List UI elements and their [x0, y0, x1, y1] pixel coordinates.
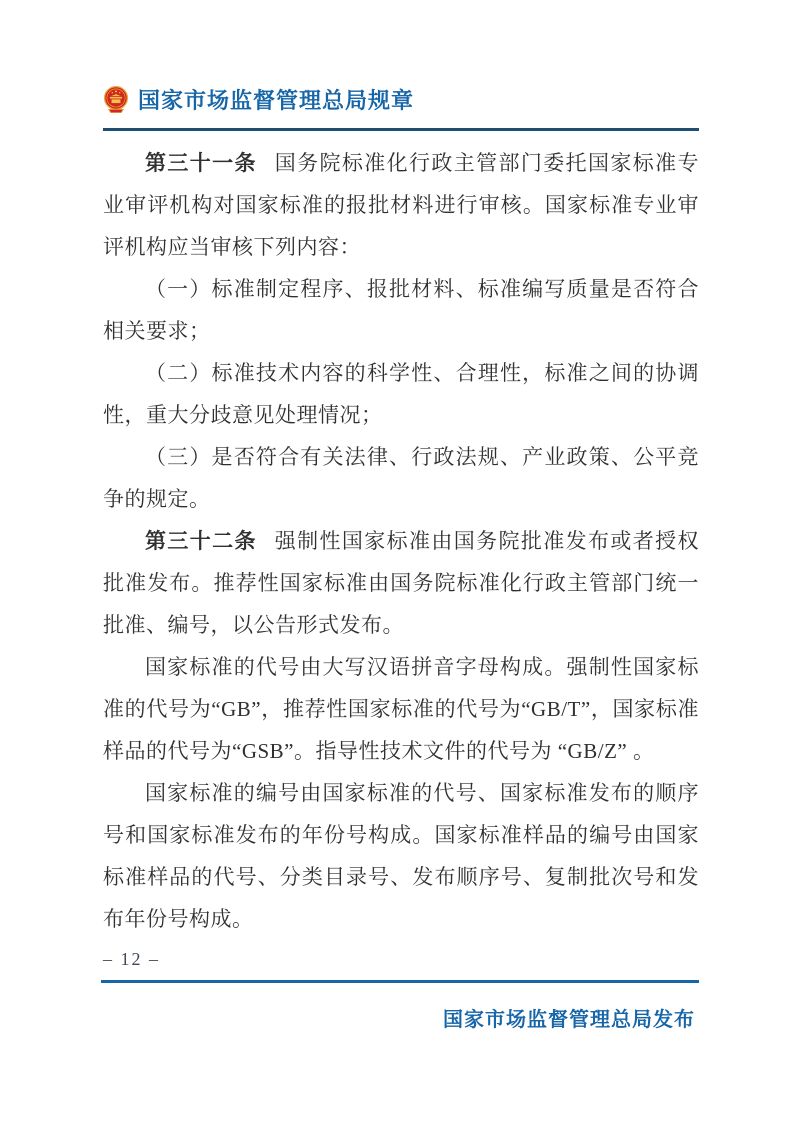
paragraph-text: 国务院标准化行政主管部门委托国家标准专业审评机构对国家标准的报批材料进行审核。国家标准专业审评机构应当审核下列内容：	[103, 151, 700, 259]
paragraph-codes	[103, 646, 699, 772]
paragraph-text: （二）标准技术内容的科学性、合理性，标准之间的协调性，重大分歧意见处理情况；	[103, 361, 699, 427]
paragraph-text: 国家标准的编号由国家标准的代号、国家标准发布的顺序号和国家标准发布的年份号构成。国家标准样品的编号由国家标准样品的代号、分类目录号、发布顺序号、复制批次号和发布年份号构成。	[103, 781, 699, 931]
paragraph-item-2	[103, 352, 699, 436]
article-number: 第三十一条	[145, 151, 257, 175]
paragraph-text: 国家标准的代号由大写汉语拼音字母构成。强制性国家标准的代号为“GB”，推荐性国家标准的代号为“GB/T”，国家标准样品的代号为“GSB”。指导性技术文件的代号为 “GB/Z” 。	[103, 655, 699, 763]
header-rule	[103, 128, 699, 131]
paragraph-article-31	[103, 142, 699, 268]
document-header	[103, 84, 699, 115]
national-emblem-icon	[103, 85, 129, 115]
paragraph-text: 强制性国家标准由国务院批准发布或者授权批准发布。推荐性国家标准由国务院标准化行政主管部门统一批准、编号，以公告形式发布。	[103, 529, 700, 637]
footer-rule	[101, 980, 699, 983]
paragraph-item-1	[103, 268, 699, 352]
document-body	[103, 142, 699, 940]
article-number: 第三十二条	[145, 529, 257, 553]
paragraph-numbering	[103, 772, 699, 940]
paragraph-article-32	[103, 520, 699, 646]
page-number: – 12 –	[103, 949, 160, 969]
paragraph-item-3	[103, 436, 699, 520]
paragraph-text: （一）标准制定程序、报批材料、标准编写质量是否符合相关要求；	[103, 277, 699, 343]
footer-publisher: 国家市场监督管理总局发布	[443, 1009, 695, 1031]
document-header-title: 国家市场监督管理总局规章	[138, 88, 415, 113]
paragraph-text: （三）是否符合有关法律、行政法规、产业政策、公平竞争的规定。	[103, 445, 699, 511]
